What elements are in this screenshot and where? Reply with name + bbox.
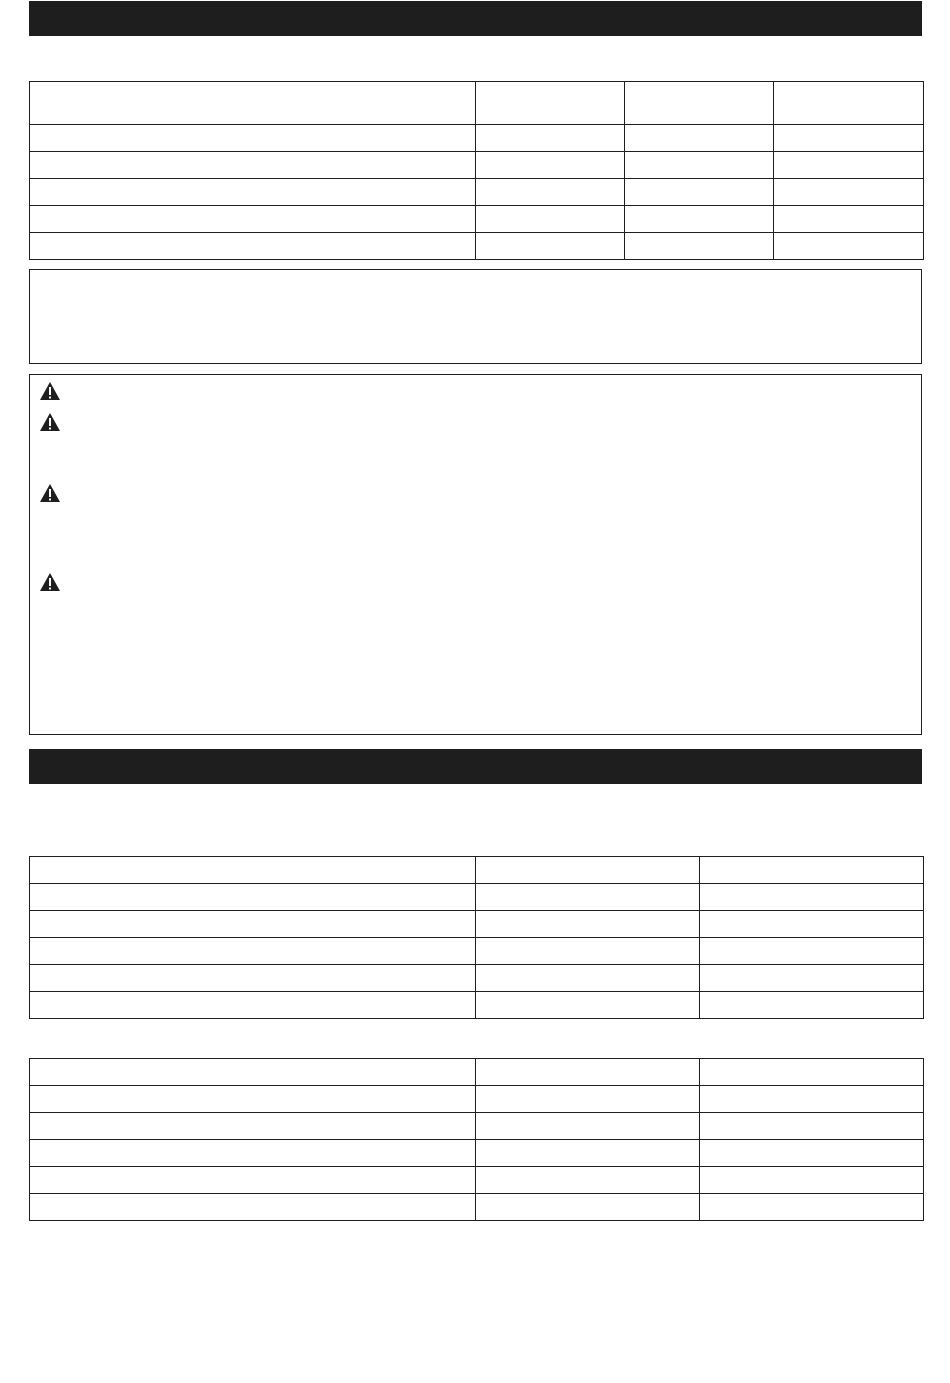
spec-table-row	[30, 152, 924, 179]
table-cell	[700, 1140, 924, 1167]
table-cell	[476, 857, 700, 884]
table-row	[30, 857, 924, 884]
spec-table-cell	[476, 179, 625, 206]
note-box	[29, 269, 922, 364]
spec-table-header-cell	[625, 82, 774, 125]
table-cell	[700, 965, 924, 992]
table-cell	[700, 1167, 924, 1194]
spec-table-header-cell	[476, 82, 625, 125]
spec-table-header-cell	[30, 82, 476, 125]
section-header-1	[29, 1, 922, 36]
spec-table-cell	[476, 206, 625, 233]
table-cell	[700, 1194, 924, 1221]
spec-table-row	[30, 125, 924, 152]
section-header-2	[29, 749, 922, 784]
table-cell	[30, 911, 476, 938]
spec-table-cell	[476, 125, 625, 152]
spec-table	[29, 81, 924, 260]
table-row	[30, 1059, 924, 1086]
table-cell	[700, 992, 924, 1019]
table-cell	[30, 1113, 476, 1140]
table-cell	[476, 911, 700, 938]
table-row	[30, 1086, 924, 1113]
table-cell	[476, 1140, 700, 1167]
data-table-b	[29, 1058, 924, 1221]
table-cell	[30, 1086, 476, 1113]
table-cell	[30, 992, 476, 1019]
table-row	[30, 884, 924, 911]
spec-table-cell	[30, 152, 476, 179]
table-cell	[700, 1086, 924, 1113]
table-cell	[476, 1113, 700, 1140]
note-box-text	[30, 270, 921, 286]
table-row	[30, 911, 924, 938]
spec-table-cell	[774, 125, 924, 152]
spec-table-row	[30, 206, 924, 233]
table-cell	[30, 965, 476, 992]
spec-table-cell	[30, 125, 476, 152]
spec-table-cell	[774, 206, 924, 233]
table-cell	[476, 1086, 700, 1113]
table-row	[30, 938, 924, 965]
spec-table-cell	[625, 125, 774, 152]
table-cell	[476, 992, 700, 1019]
warning-triangle-icon	[39, 483, 61, 503]
spec-table-cell	[774, 233, 924, 260]
table-cell	[700, 884, 924, 911]
table-cell	[700, 911, 924, 938]
warning-triangle-icon	[39, 381, 61, 401]
table-cell	[30, 938, 476, 965]
spec-table-row	[30, 179, 924, 206]
table-cell	[700, 1113, 924, 1140]
table-cell	[30, 884, 476, 911]
table-cell	[476, 938, 700, 965]
spec-table-cell	[476, 152, 625, 179]
warning-triangle-icon	[39, 572, 61, 592]
spec-table-cell	[625, 206, 774, 233]
table-row	[30, 1167, 924, 1194]
table-row	[30, 1194, 924, 1221]
spec-table-cell	[625, 179, 774, 206]
table-row	[30, 992, 924, 1019]
table-cell	[30, 857, 476, 884]
table-cell	[30, 1059, 476, 1086]
spec-table-row	[30, 233, 924, 260]
spec-table-cell	[476, 233, 625, 260]
spec-table-cell	[774, 179, 924, 206]
spec-table-cell	[30, 233, 476, 260]
spec-table-cell	[30, 206, 476, 233]
spec-table-cell	[625, 233, 774, 260]
table-cell	[476, 1194, 700, 1221]
spec-table-cell	[30, 179, 476, 206]
table-row	[30, 1113, 924, 1140]
spec-table-header-row	[30, 82, 924, 125]
table-row	[30, 965, 924, 992]
table-row	[30, 1140, 924, 1167]
table-cell	[700, 1059, 924, 1086]
spec-table-cell	[774, 152, 924, 179]
table-cell	[476, 1167, 700, 1194]
table-cell	[476, 884, 700, 911]
table-cell	[700, 938, 924, 965]
spec-table-cell	[625, 152, 774, 179]
table-cell	[30, 1194, 476, 1221]
warnings-box	[29, 374, 922, 735]
table-cell	[30, 1167, 476, 1194]
table-cell	[30, 1140, 476, 1167]
spec-table-header-cell	[774, 82, 924, 125]
table-cell	[476, 965, 700, 992]
warning-triangle-icon	[39, 412, 61, 432]
table-cell	[476, 1059, 700, 1086]
table-cell	[700, 857, 924, 884]
data-table-a	[29, 856, 924, 1019]
